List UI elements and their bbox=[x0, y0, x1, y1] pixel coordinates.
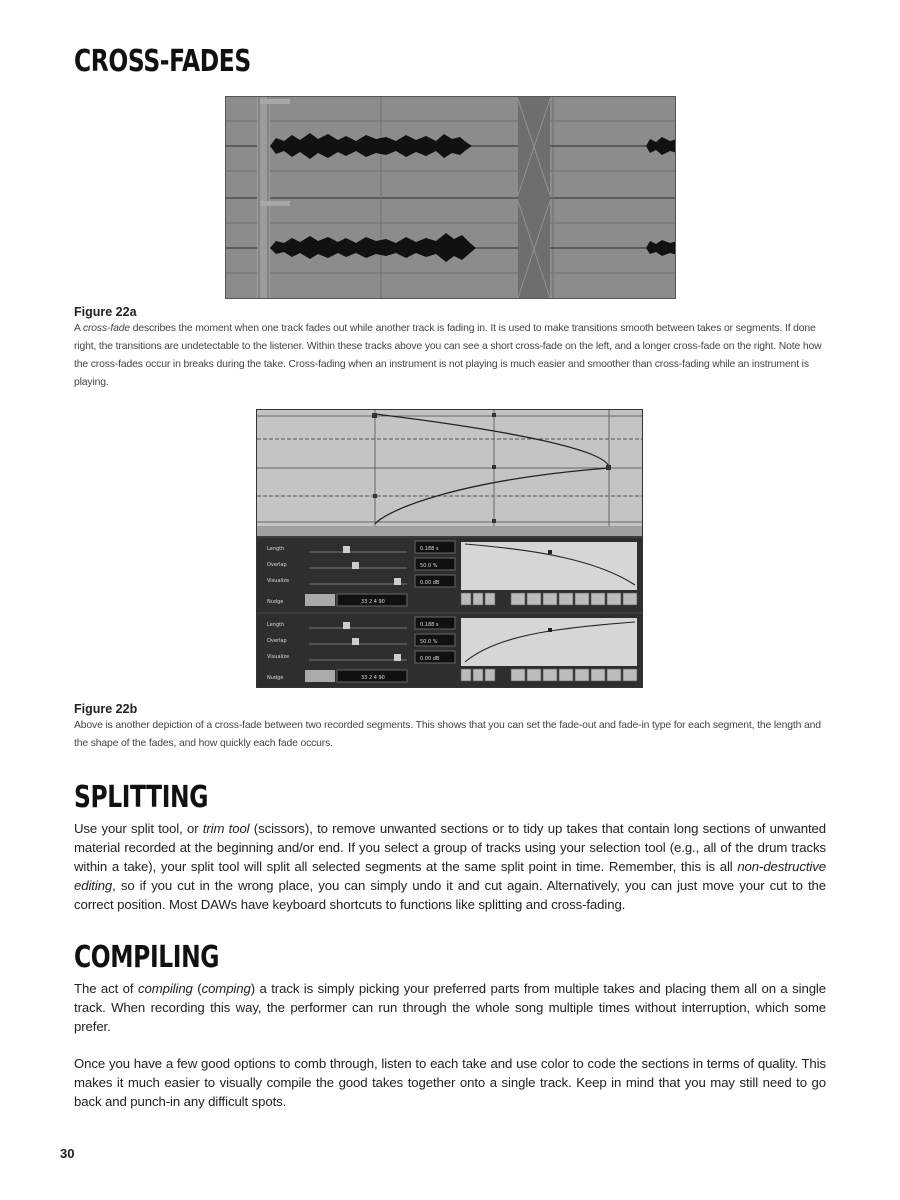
figure-22b-caption: Above is another depiction of a cross-fade between two recorded segments. This shows that you can set the fade-out and fade-in type for each segment, the length and the shape of the fades, and how quickly each fade occurs. bbox=[74, 720, 821, 749]
panel2-nudge-value: 33 2 4 90 bbox=[361, 675, 385, 681]
fade-in-panel bbox=[257, 614, 643, 688]
panel1-nudge-value: 33 2 4 90 bbox=[361, 599, 385, 605]
long-crossfade-region bbox=[518, 97, 550, 299]
panel1-overlap-label: Overlap bbox=[267, 562, 287, 568]
panel2-overlap-label: Overlap bbox=[267, 638, 287, 644]
panel2-visualize-value: 0.00 dB bbox=[420, 656, 440, 662]
heading-cross-fades: CROSS-FADES bbox=[74, 44, 251, 79]
heading-compiling: COMPILING bbox=[74, 940, 220, 975]
figure-22a-label: Figure 22a bbox=[74, 305, 137, 319]
panel1-visualize-label: Visualize bbox=[267, 578, 290, 584]
panel2-visualize-label: Visualize bbox=[267, 654, 290, 660]
compiling-paragraph-2: Once you have a few good options to comb through, listen to each take and use color to code the sections in terms of quality. This makes it much easier to visually compile the good takes together onto a single track. Keep in mind that you may still need to go back and punch-in any difficult spots. bbox=[74, 1056, 826, 1109]
panel1-length-value: 0.188 s bbox=[420, 546, 439, 552]
figure-22b-label: Figure 22b bbox=[74, 702, 138, 716]
panel2-length-label: Length bbox=[267, 622, 285, 628]
compiling-paragraph-1: The act of compiling (comping) a track is simply picking your preferred parts from multiple takes and placing them all on a single track. When recording this way, the performer can run through the whole song multiple times without interruption, which some prefer. bbox=[74, 981, 826, 1034]
crossfade-editor-graphic bbox=[257, 410, 643, 688]
panel1-length-label: Length bbox=[267, 546, 285, 552]
panel1-visualize-value: 0.00 dB bbox=[420, 580, 440, 586]
heading-splitting: SPLITTING bbox=[74, 780, 209, 815]
panel1-nudge-label: Nudge bbox=[267, 599, 284, 605]
panel1-overlap-value: 50.0 % bbox=[420, 563, 438, 569]
page-number: 30 bbox=[60, 1146, 75, 1161]
panel2-nudge-label: Nudge bbox=[267, 675, 284, 681]
figure-22b-crossfade-editor bbox=[256, 409, 643, 688]
figure-22a-caption: A cross-fade describes the moment when one track fades out while another track is fading in. It is used to make transitions smooth between takes or segments. If done right, the transitions are undetectable to the listener. Within these tracks above you can see a short cross-fade on the left, and a longer cross-fade on the right. Note how the cross-fades occur in breaks during the take. Cross-fading when an instrument is not playing is much easier and smoother than cross-fading while an instrument is playing. bbox=[74, 323, 822, 388]
waveform-tracks bbox=[226, 97, 676, 299]
panel2-length-value: 0.188 s bbox=[420, 622, 439, 628]
figure-22a-waveform-screenshot bbox=[225, 96, 676, 299]
splitting-paragraph: Use your split tool, or trim tool (scissors), to remove unwanted sections or to tidy up takes that contain long sections of unwanted material recorded at the beginning and/or end. If you select a group of tracks using your selection tool (e.g., all of the drum tracks within a take), your split tool will split all selected segments at the same split point in time. Remember, this is all non-destructive editing, so if you cut in the wrong place, you can simply undo it and cut again. Alternatively, you can just move your cut to the correct position. Most DAWs have keyboard shortcuts to functions like splitting and cross-fading. bbox=[74, 821, 826, 912]
fade-out-panel bbox=[257, 538, 643, 612]
panel2-overlap-value: 50.0 % bbox=[420, 639, 438, 645]
